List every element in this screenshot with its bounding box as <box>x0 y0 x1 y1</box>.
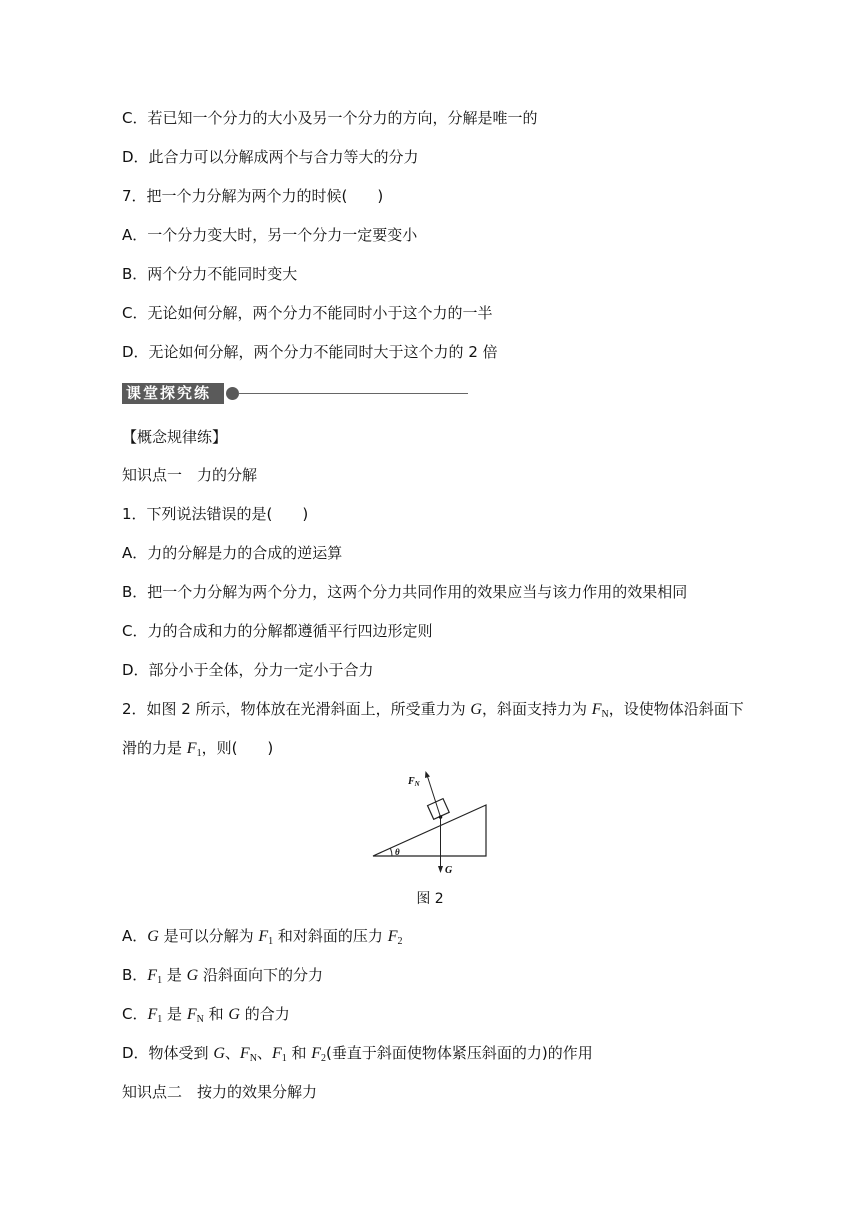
angle-arc <box>391 849 393 856</box>
normal-force-arrowhead <box>425 771 430 778</box>
q7-option-c: C．无论如何分解，两个分力不能同时小于这个力的一半 <box>122 304 493 322</box>
q2-option-d: D．物体受到 G、$F_N$、$F_1$ 和 $F_2$(垂直于斜面使物体紧压斜面的力)的作用 <box>122 1044 593 1064</box>
q7-option-b: B．两个分力不能同时变大 <box>122 265 298 283</box>
section-heading: 【概念规律练】 <box>122 428 228 446</box>
q7-stem: 7．把一个力分解为两个力的时候( ) <box>122 187 384 205</box>
q6-option-c: C．若已知一个分力的大小及另一个分力的方向，分解是唯一的 <box>122 109 538 127</box>
q7-option-a: A．一个分力变大时，另一个分力一定要变小 <box>122 226 418 244</box>
g-label: G <box>445 865 453 876</box>
q2-stem-line1: 2．如图 2 所示，物体放在光滑斜面上，所受重力为 G，斜面支持力为 $F_N$，设使物体沿斜面下 <box>122 700 744 720</box>
q7-option-d: D．无论如何分解，两个分力不能同时大于这个力的 2 倍 <box>122 343 498 361</box>
q1-option-d: D．部分小于全体，分力一定小于合力 <box>122 661 374 679</box>
figure-caption: 图 2 <box>416 891 444 907</box>
incline-triangle <box>373 805 486 856</box>
q6-option-d: D．此合力可以分解成两个与合力等大的分力 <box>122 148 419 166</box>
q1-option-a: A．力的分解是力的合成的逆运算 <box>122 544 343 562</box>
q1-option-b: B．把一个力分解为两个分力，这两个分力共同作用的效果应当与该力作用的效果相同 <box>122 583 688 601</box>
banner-rule <box>238 393 468 394</box>
q2-option-c: C．$F_1$ 是 $F_N$ 和 G 的合力 <box>122 1005 290 1025</box>
knowledge-point-2: 知识点二 按力的效果分解力 <box>122 1083 318 1101</box>
knowledge-point-1: 知识点一 力的分解 <box>122 466 258 484</box>
banner-label: 课堂探究练 <box>122 383 224 404</box>
q1-option-c: C．力的合成和力的分解都遵循平行四边形定则 <box>122 622 433 640</box>
q1-stem: 1．下列说法错误的是( ) <box>122 505 309 523</box>
incline-figure <box>370 770 495 878</box>
q2-option-a: A．G 是可以分解为 $F_1$ 和对斜面的压力 $F_2$ <box>122 927 403 947</box>
theta-label: θ <box>395 847 400 857</box>
q2-stem-line2: 滑的力是 $F_1$，则( ) <box>122 739 274 759</box>
q2-option-b: B．$F_1$ 是 G 沿斜面向下的分力 <box>122 966 323 986</box>
gravity-arrowhead <box>438 866 443 873</box>
fn-label: $F_N$ <box>408 776 420 788</box>
